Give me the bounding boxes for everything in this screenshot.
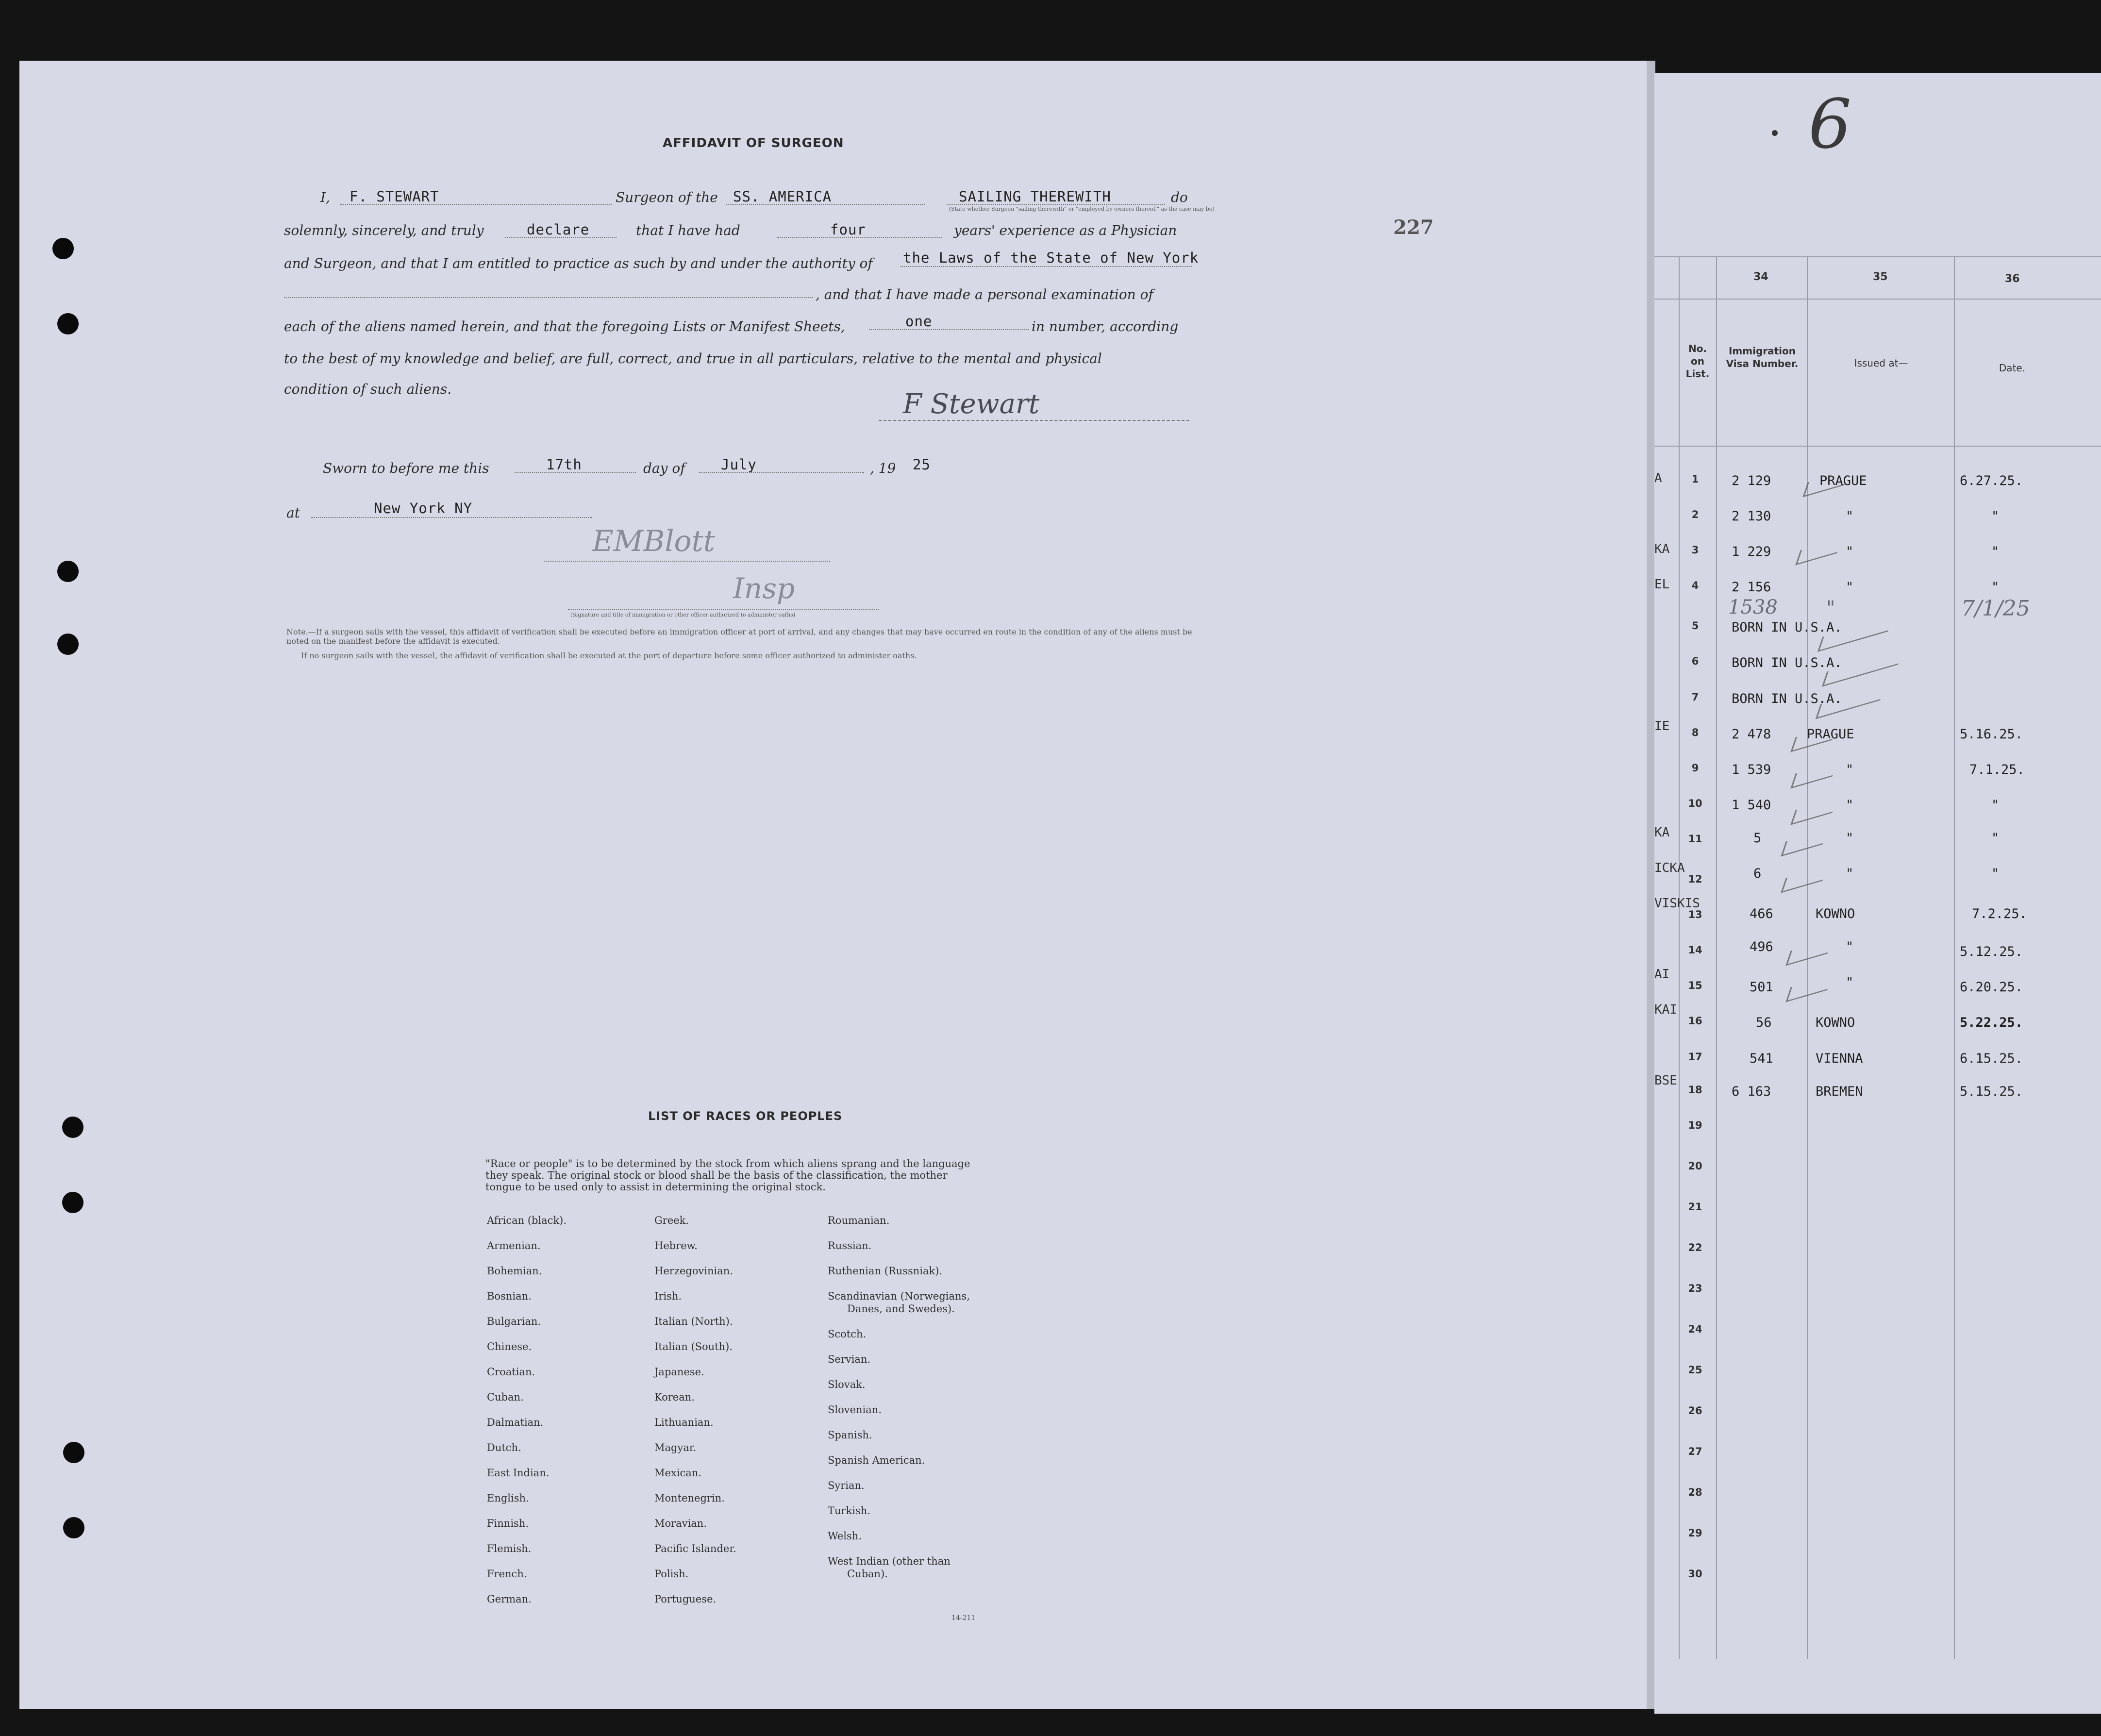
fill-line xyxy=(900,266,1192,267)
row-number: 11 xyxy=(1688,833,1702,845)
fill-line xyxy=(947,204,1165,205)
affidavit-text: solemnly, sincerely, and truly xyxy=(284,222,484,238)
visa-number: 1 540 xyxy=(1732,797,1771,813)
races-column xyxy=(487,1215,567,1619)
row-number: 5 xyxy=(1691,620,1699,632)
issued-at: " xyxy=(1846,939,1854,955)
visa-number: BORN IN U.S.A. xyxy=(1732,691,1842,706)
surgeon-name: F. STEWART xyxy=(350,188,439,205)
table-row xyxy=(1681,1520,2101,1561)
race-item: English. xyxy=(487,1492,529,1504)
visa-date: 7.1.25. xyxy=(1969,762,2025,777)
row-number: 24 xyxy=(1688,1323,1702,1335)
row-number: 25 xyxy=(1688,1364,1702,1376)
race-item: Magyar. xyxy=(654,1442,697,1453)
table-row xyxy=(1681,935,2101,970)
race-item: Cuban. xyxy=(487,1391,524,1403)
visa-number: 501 xyxy=(1750,980,1773,995)
row-number: 13 xyxy=(1688,909,1702,921)
visa-number: 2 478 xyxy=(1732,726,1771,742)
table-row xyxy=(1681,757,2101,793)
affidavit-note: Note.—If a surgeon sails with the vessel, this affidavit of verification shall be executed before an immigration officer at port of arrival, and any changes that may have occurred en route in the condition of any of the aliens must be noted on the manifest before the affidavit is executed. xyxy=(286,627,1192,646)
visa-number: 1 229 xyxy=(1732,544,1771,560)
visa-date: 5.22.25. xyxy=(1960,1015,2023,1031)
handwritten-visa-note: 1538 xyxy=(1728,596,1778,618)
page-number: 6 xyxy=(1808,85,1852,164)
fill-line xyxy=(340,204,612,205)
race-item: Flemish. xyxy=(487,1543,532,1554)
visa-date: " xyxy=(1991,544,2000,560)
race-item: West Indian (other than xyxy=(828,1555,950,1567)
truncated-cell: KA xyxy=(1654,825,1670,840)
table-row xyxy=(1681,1041,2101,1077)
visa-date: " xyxy=(1991,797,2000,813)
truncated-cell: EL xyxy=(1654,577,1670,592)
issued-at: KOWNO xyxy=(1816,906,1855,922)
table-row xyxy=(1681,1112,2101,1153)
issued-at: VIENNA xyxy=(1816,1051,1863,1066)
binder-hole xyxy=(63,1517,84,1538)
sworn-month: July xyxy=(721,456,757,473)
affidavit-text: that I have had xyxy=(636,222,740,238)
visa-number: 2 129 xyxy=(1732,473,1771,488)
row-number: 14 xyxy=(1688,944,1702,956)
row-number: 2 xyxy=(1691,509,1699,521)
affidavit-text: to the best of my knowledge and belief, are full, correct, and true in all particulars, relative to the mental and physical xyxy=(284,351,1102,367)
table-row xyxy=(1681,1005,2101,1041)
row-number: 18 xyxy=(1688,1084,1702,1096)
officer-signature: EMBlott xyxy=(592,524,715,558)
issued-at: " xyxy=(1846,544,1854,560)
visa-number: 6 xyxy=(1753,866,1762,882)
affidavit-title: AFFIDAVIT OF SURGEON xyxy=(663,136,844,150)
row-number: 16 xyxy=(1688,1015,1702,1027)
row-number: 30 xyxy=(1688,1568,1702,1580)
column-number: 35 xyxy=(1873,271,1888,283)
binder-hole xyxy=(62,1117,83,1138)
fill-line xyxy=(869,329,1029,330)
race-item: Montenegrin. xyxy=(654,1492,725,1504)
table-row xyxy=(1681,899,2101,935)
row-number: 10 xyxy=(1688,797,1702,809)
truncated-cell: IE xyxy=(1654,719,1670,734)
race-item: Cuban). xyxy=(847,1568,888,1580)
race-item: Servian. xyxy=(828,1353,871,1365)
issued-at: " xyxy=(1846,762,1854,777)
row-number: 15 xyxy=(1688,980,1702,992)
affidavit-text: Surgeon of the xyxy=(616,189,718,205)
table-row xyxy=(1681,970,2101,1005)
form-number: 14-211 xyxy=(951,1614,976,1622)
row-number: 23 xyxy=(1688,1282,1702,1294)
table-row xyxy=(1681,1398,2101,1438)
races-intro: "Race or people" is to be determined by the stock from which aliens sprang and the language they speak. The original stock or blood shall be the basis of the classification, the mother tongue to be used only to assist in determining the original stock. xyxy=(485,1158,970,1193)
race-item: Chinese. xyxy=(487,1341,532,1352)
sailing-status: SAILING THEREWITH xyxy=(959,188,1111,205)
row-number: 21 xyxy=(1688,1201,1702,1213)
surgeon-signature: F Stewart xyxy=(903,388,1040,420)
race-item: Scandinavian (Norwegians, xyxy=(828,1290,970,1302)
race-item: Polish. xyxy=(654,1568,689,1580)
row-number: 19 xyxy=(1688,1119,1702,1131)
race-item: Moravian. xyxy=(654,1518,707,1529)
header-no-on-list: No. on List. xyxy=(1685,343,1710,380)
affidavit-text: , and that I have made a personal examination of xyxy=(816,286,1153,302)
row-number: 8 xyxy=(1691,726,1699,738)
fill-line xyxy=(726,204,925,205)
sworn-place: New York NY xyxy=(374,500,473,517)
table-row xyxy=(1681,686,2101,722)
table-row xyxy=(1681,1479,2101,1520)
row-number: 4 xyxy=(1691,580,1699,592)
table-row xyxy=(1681,1438,2101,1479)
row-number: 12 xyxy=(1688,873,1702,885)
row-number: 20 xyxy=(1688,1160,1702,1172)
table-row xyxy=(1681,793,2101,828)
visa-number: BORN IN U.S.A. xyxy=(1732,655,1842,671)
binder-hole xyxy=(57,561,79,582)
truncated-cell: A xyxy=(1654,471,1662,485)
truncated-cell: ICKA xyxy=(1654,861,1685,875)
table-row xyxy=(1681,1561,2101,1602)
table-row xyxy=(1681,864,2101,899)
table-row xyxy=(1681,473,2101,509)
row-number: 6 xyxy=(1691,655,1699,668)
issued-at: BREMEN xyxy=(1816,1084,1863,1099)
row-number: 29 xyxy=(1688,1527,1702,1539)
sailing-note: (State whether Surgeon "sailing therewith" or "employed by owners thereof," as the case may be) xyxy=(949,206,1215,212)
column-number: 34 xyxy=(1753,271,1768,283)
race-item: Finnish. xyxy=(487,1518,529,1529)
visa-date: 6.15.25. xyxy=(1960,1051,2023,1066)
race-item: Lithuanian. xyxy=(654,1417,714,1428)
fill-line xyxy=(505,237,617,238)
declare-word: declare xyxy=(527,221,590,238)
affidavit-text: do xyxy=(1171,189,1188,205)
affidavit-text: condition of such aliens. xyxy=(284,381,452,397)
fill-line xyxy=(699,472,864,473)
visa-date: 5.15.25. xyxy=(1960,1084,2023,1099)
race-item: Ruthenian (Russniak). xyxy=(828,1265,943,1277)
fill-line xyxy=(311,517,592,518)
row-number: 26 xyxy=(1688,1404,1702,1417)
officer-title: Insp xyxy=(733,572,795,605)
issued-at: KOWNO xyxy=(1816,1015,1855,1031)
practice-authority: the Laws of the State of New York xyxy=(903,250,1199,266)
issued-at: " xyxy=(1846,830,1854,846)
sworn-day: 17th xyxy=(546,456,582,473)
race-item: Welsh. xyxy=(828,1530,862,1542)
table-header-border xyxy=(1654,446,2101,447)
table-row xyxy=(1681,722,2101,757)
race-item: Japanese. xyxy=(654,1366,704,1378)
visa-number: 6 163 xyxy=(1732,1084,1771,1099)
visa-number: 56 xyxy=(1756,1015,1772,1031)
visa-number: 2 130 xyxy=(1732,509,1771,524)
table-colnum-border xyxy=(1654,299,2101,300)
races-column xyxy=(828,1215,970,1581)
race-item: Spanish. xyxy=(828,1429,872,1441)
race-item: French. xyxy=(487,1568,527,1580)
ship-name: SS. AMERICA xyxy=(733,188,832,205)
sheets-count: one xyxy=(905,313,933,330)
sworn-year: 25 xyxy=(913,456,931,473)
issued-at: PRAGUE xyxy=(1807,726,1854,742)
affidavit-text: years' experience as a Physician xyxy=(954,222,1177,238)
race-item: Croatian. xyxy=(487,1366,535,1378)
affidavit-text: I, xyxy=(320,189,330,205)
fill-line xyxy=(777,237,942,238)
table-row xyxy=(1681,1235,2101,1275)
binder-hole xyxy=(52,238,74,259)
visa-date: " xyxy=(1991,580,2000,595)
visa-number: 466 xyxy=(1750,906,1773,922)
affidavit-text: in number, according xyxy=(1032,318,1179,334)
race-item: Armenian. xyxy=(487,1240,541,1252)
row-number: 1 xyxy=(1691,473,1699,485)
at-label: at xyxy=(286,505,300,521)
truncated-cell: BSE xyxy=(1654,1073,1677,1088)
binder-hole xyxy=(57,634,79,655)
race-item: Syrian. xyxy=(828,1480,865,1491)
race-item: Turkish. xyxy=(828,1505,870,1517)
race-item: Danes, and Swedes). xyxy=(847,1303,955,1315)
visa-date: " xyxy=(1991,830,2000,846)
sworn-text: , 19 xyxy=(870,460,896,476)
table-row xyxy=(1681,509,2101,544)
race-item: Roumanian. xyxy=(828,1215,890,1226)
header-issued-at: Issued at— xyxy=(1854,357,1908,369)
race-item: Mexican. xyxy=(654,1467,701,1479)
table-row xyxy=(1681,1357,2101,1398)
sworn-text: day of xyxy=(643,460,685,476)
visa-date: 6.20.25. xyxy=(1960,980,2023,995)
table-row xyxy=(1681,828,2101,864)
handwritten-ditto: " xyxy=(1826,597,1835,619)
signature-line xyxy=(544,561,830,562)
manifest-rows xyxy=(1681,473,2101,1602)
row-number: 27 xyxy=(1688,1445,1702,1457)
race-item: Herzegovinian. xyxy=(654,1265,733,1277)
race-item: Pacific Islander. xyxy=(654,1543,736,1554)
table-row xyxy=(1681,544,2101,580)
row-number: 7 xyxy=(1691,691,1699,703)
table-row xyxy=(1681,1153,2101,1194)
truncated-cell: KAI xyxy=(1654,1002,1677,1017)
visa-date: " xyxy=(1991,866,2000,882)
races-title: LIST OF RACES OR PEOPLES xyxy=(648,1109,843,1123)
row-number: 17 xyxy=(1688,1051,1702,1063)
binder-hole xyxy=(57,313,79,334)
race-item: Slovak. xyxy=(828,1379,866,1390)
race-item: Dalmatian. xyxy=(487,1417,544,1428)
handwritten-date: 7/1/25 xyxy=(1961,596,2030,621)
race-item: Portuguese. xyxy=(654,1593,717,1605)
signature-line xyxy=(568,609,879,610)
truncated-cell: VISKIS xyxy=(1654,896,1700,911)
table-row xyxy=(1681,1316,2101,1357)
race-item: Dutch. xyxy=(487,1442,521,1453)
race-item: Hebrew. xyxy=(654,1240,698,1252)
race-item: Bosnian. xyxy=(487,1290,532,1302)
affidavit-note: If no surgeon sails with the vessel, the affidavit of verification shall be executed at the port of departure before some officer authorized to administer oaths. xyxy=(301,651,917,660)
row-number: 3 xyxy=(1691,544,1699,556)
truncated-cell: KA xyxy=(1654,542,1670,556)
fill-line xyxy=(284,297,813,298)
issued-at: " xyxy=(1846,509,1854,524)
race-item: Greek. xyxy=(654,1215,689,1226)
visa-number: BORN IN U.S.A. xyxy=(1732,620,1842,635)
officer-caption: (Signature and title of immigration or other officer authorized to administer oaths) xyxy=(570,612,796,618)
table-row xyxy=(1681,1275,2101,1316)
stamp-number: 227 xyxy=(1393,216,1434,239)
column-number: 36 xyxy=(2005,273,2020,285)
affidavit-text: each of the aliens named herein, and that the foregoing Lists or Manifest Sheets, xyxy=(284,318,845,334)
race-item: Slovenian. xyxy=(828,1404,882,1416)
affidavit-text: and Surgeon, and that I am entitled to practice as such by and under the authority of xyxy=(284,255,873,271)
header-date: Date. xyxy=(1999,362,2026,374)
binder-hole xyxy=(63,1442,84,1463)
issued-at: " xyxy=(1846,580,1854,595)
visa-number: 1 539 xyxy=(1732,762,1771,777)
table-row xyxy=(1681,1194,2101,1235)
race-item: German. xyxy=(487,1593,532,1605)
binder-hole xyxy=(62,1192,83,1213)
race-item: Scotch. xyxy=(828,1328,867,1340)
race-item: Bulgarian. xyxy=(487,1316,541,1327)
fill-line xyxy=(515,472,636,473)
visa-date: 7.2.25. xyxy=(1972,906,2027,922)
issued-at: PRAGUE xyxy=(1819,473,1867,488)
race-item: Spanish American. xyxy=(828,1454,925,1466)
header-visa-number: Immigration Visa Number. xyxy=(1726,345,1799,369)
table-top-border xyxy=(1654,256,2101,257)
race-item: Italian (South). xyxy=(654,1341,733,1352)
issued-at: " xyxy=(1846,975,1854,990)
signature-line xyxy=(879,420,1189,421)
visa-date: " xyxy=(1991,509,2000,524)
race-item: Bohemian. xyxy=(487,1265,542,1277)
visa-date: 5.16.25. xyxy=(1960,726,2023,742)
race-item: Italian (North). xyxy=(654,1316,733,1327)
visa-number: 541 xyxy=(1750,1051,1773,1066)
race-item: Korean. xyxy=(654,1391,695,1403)
page-number-dot xyxy=(1772,130,1778,136)
issued-at: " xyxy=(1846,797,1854,813)
truncated-cell: AI xyxy=(1654,967,1670,982)
visa-number: 2 156 xyxy=(1732,580,1771,595)
race-item: Irish. xyxy=(654,1290,682,1302)
visa-number: 496 xyxy=(1750,939,1773,955)
race-item: East Indian. xyxy=(487,1467,550,1479)
race-item: African (black). xyxy=(487,1215,567,1226)
row-number: 9 xyxy=(1691,762,1699,774)
row-number: 22 xyxy=(1688,1241,1702,1253)
sworn-text: Sworn to before me this xyxy=(323,460,489,476)
years-experience: four xyxy=(830,221,866,238)
races-column xyxy=(654,1215,736,1619)
visa-date: 5.12.25. xyxy=(1960,944,2023,960)
issued-at: " xyxy=(1846,866,1854,882)
visa-number: 5 xyxy=(1753,830,1762,846)
visa-date: 6.27.25. xyxy=(1960,473,2023,488)
table-row xyxy=(1681,1077,2101,1112)
race-item: Russian. xyxy=(828,1240,872,1252)
row-number: 28 xyxy=(1688,1486,1702,1498)
